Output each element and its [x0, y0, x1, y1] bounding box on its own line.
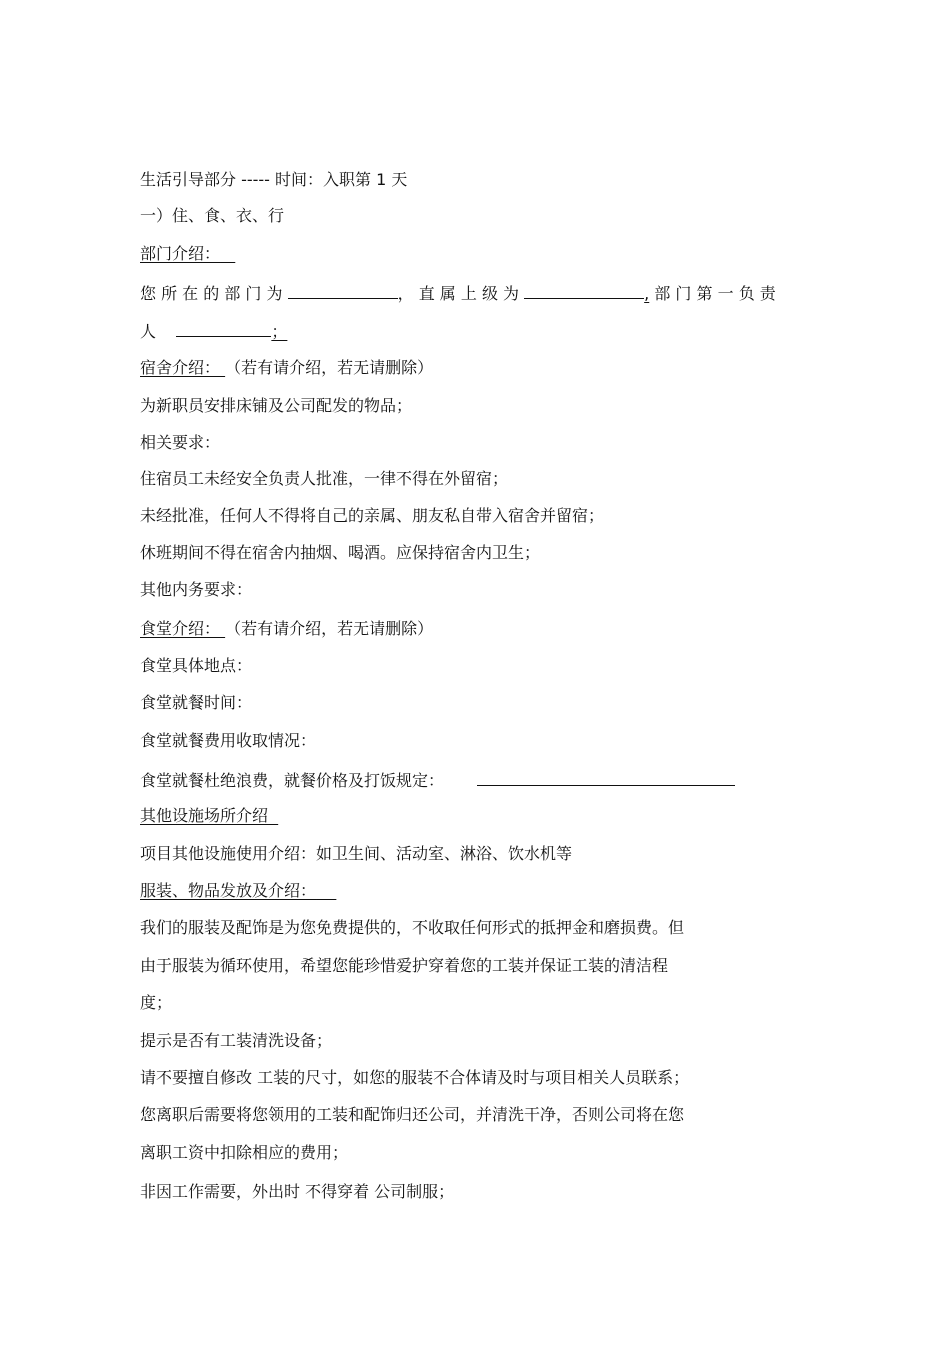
- dorm-note: （若有请介绍，若无请删除）: [225, 358, 434, 377]
- section-heading: 一）住、食、衣、行: [140, 206, 285, 225]
- canteen-rules-text: 食堂就餐杜绝浪费，就餐价格及打饭规定：: [140, 771, 445, 790]
- dorm-line: 住宿员工未经安全负责人批准，一律不得在外留宿；: [140, 469, 509, 488]
- other-line: 项目其他设施使用介绍：如卫生间、活动室、淋浴、饮水机等: [140, 844, 573, 863]
- dorm-line: 未经批准，任何人不得将自己的亲属、朋友私自带入宿舍并留宿；: [140, 506, 605, 525]
- dept-text-b: ， 直 属 上 级 为: [397, 284, 520, 303]
- uniform-line: 非因工作需要，外出时 不得穿着 公司制服；: [140, 1182, 455, 1201]
- dorm-heading-line: [140, 356, 433, 380]
- supervisor-blank-field: [524, 280, 644, 299]
- dept-text-e: ；: [271, 322, 288, 341]
- dept-heading: 部门介绍：: [140, 244, 221, 263]
- other-heading: 其他设施场所介绍: [140, 806, 269, 825]
- canteen-rules-blank-field: [477, 767, 735, 786]
- canteen-rules-line: [140, 767, 735, 791]
- canteen-line: 食堂就餐费用收取情况：: [140, 731, 317, 750]
- dept-text-d: 人: [140, 322, 157, 341]
- dept-text-c: 部 门 第 一 负 责: [654, 284, 776, 303]
- uniform-heading: 服装、物品发放及介绍：: [140, 881, 317, 900]
- head-blank-field: [176, 318, 271, 337]
- uniform-line: 提示是否有工装清洗设备；: [140, 1031, 333, 1050]
- dorm-line: 为新职员安排床铺及公司配发的物品；: [140, 396, 413, 415]
- canteen-line: 食堂具体地点：: [140, 656, 253, 675]
- canteen-line: 食堂就餐时间：: [140, 693, 253, 712]
- uniform-line: 您离职后需要将您领用的工装和配饰归还公司，并清洗干净，否则公司将在您: [140, 1105, 685, 1124]
- canteen-heading-line: [140, 617, 433, 641]
- uniform-line: 度；: [140, 993, 173, 1012]
- dorm-heading: 宿舍介绍：: [140, 358, 221, 377]
- uniform-line: 请不要擅自修改 工装的尺寸，如您的服装不合体请及时与项目相关人员联系；: [140, 1068, 690, 1087]
- dept-line-2: [140, 318, 287, 342]
- uniform-line: 我们的服装及配饰是为您免费提供的，不收取任何形式的抵押金和磨损费。但: [140, 918, 685, 937]
- dorm-line: 相关要求：: [140, 433, 221, 452]
- dept-blank-field: [288, 280, 398, 299]
- canteen-heading: 食堂介绍：: [140, 619, 221, 638]
- page-title-line: 生活引导部分 ----- 时间：入职第 1 天: [140, 170, 408, 189]
- uniform-line: 离职工资中扣除相应的费用；: [140, 1143, 349, 1162]
- uniform-line: 由于服装为循环使用，希望您能珍惜爱护穿着您的工装并保证工装的清洁程: [140, 956, 669, 975]
- dept-line-1: 您 所 在 的 部 门 为 ， 直 属 上 级 为 , 部 门 第 一 负 责: [140, 280, 776, 304]
- dept-text-a: 您 所 在 的 部 门 为: [140, 284, 283, 303]
- dorm-line: 休班期间不得在宿舍内抽烟、喝酒。应保持宿舍内卫生；: [140, 543, 541, 562]
- dorm-line: 其他内务要求：: [140, 580, 253, 599]
- canteen-note: （若有请介绍，若无请删除）: [225, 619, 434, 638]
